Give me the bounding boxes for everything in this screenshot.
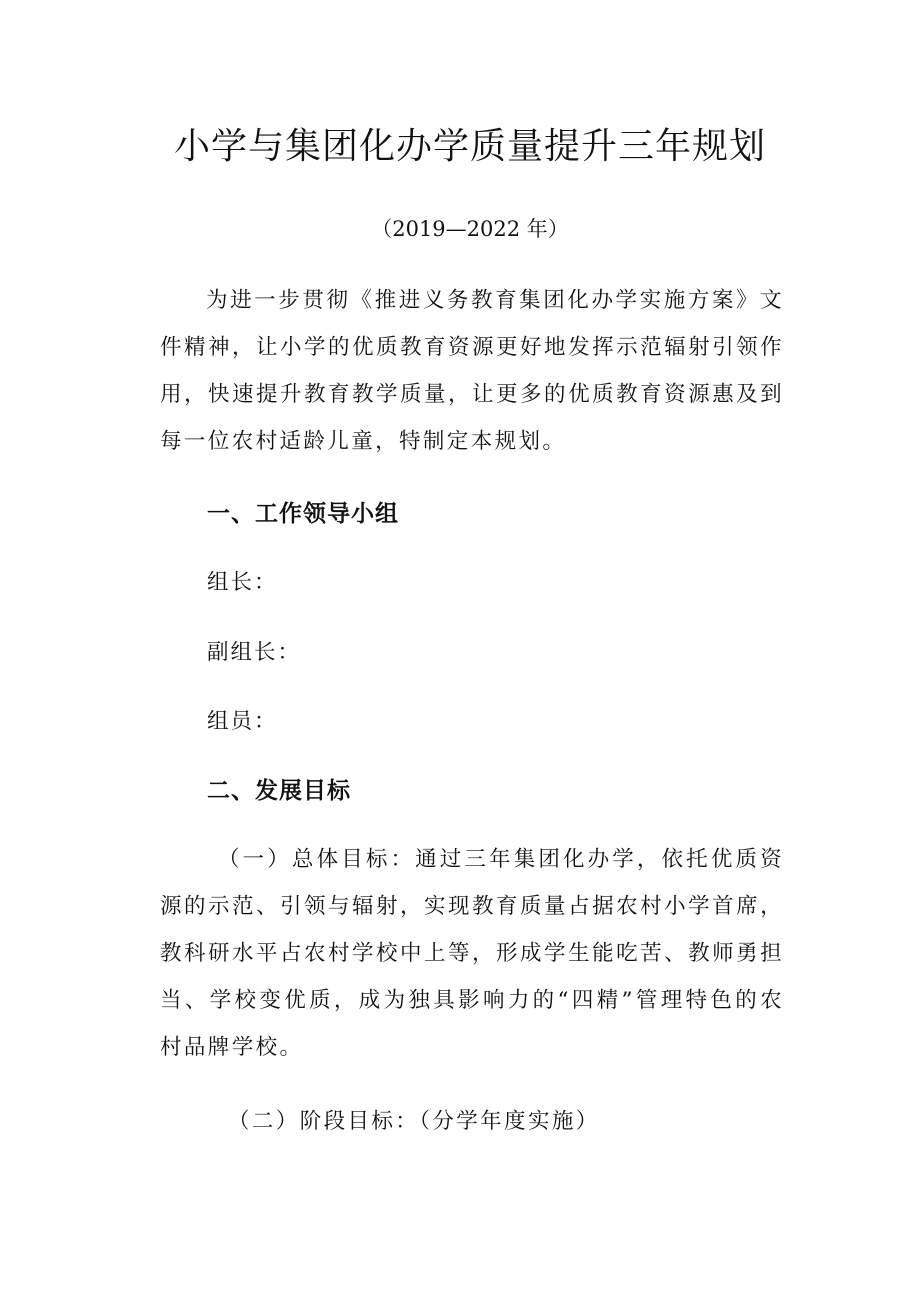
- document-title: 小学与集团化办学质量提升三年规划: [173, 126, 766, 167]
- section-heading-leadership: 一、工作领导小组: [207, 501, 399, 527]
- members-label: 组员：: [207, 709, 278, 734]
- deputy-leader-label: 副组长：: [207, 640, 302, 665]
- stage-goal-line: （二）阶段目标：（分学年度实施）: [228, 1109, 600, 1134]
- intro-paragraph: 为进一步贯彻《推进义务教育集团化办学实施方案》文件精神，让小学的优质教育资源更好地发挥示范辐射引领作用，快速提升教育教学质量，让更多的优质教育资源惠及到每一位农村适龄儿童，特制定本规划。: [160, 288, 784, 454]
- section-heading-goals: 二、发展目标: [207, 778, 351, 804]
- overall-goal-paragraph: （一）总体目标：通过三年集团化办学，依托优质资源的示范、引领与辐射，实现教育质量占据农村小学首席，教科研水平占农村学校中上等，形成学生能吃苦、教师勇担当、学校变优质，成为独具影响力的“四精”管理特色的农村品牌学校。: [160, 847, 784, 1060]
- leader-label: 组长：: [207, 570, 278, 595]
- document-subtitle: （2019—2022 年）: [371, 217, 569, 241]
